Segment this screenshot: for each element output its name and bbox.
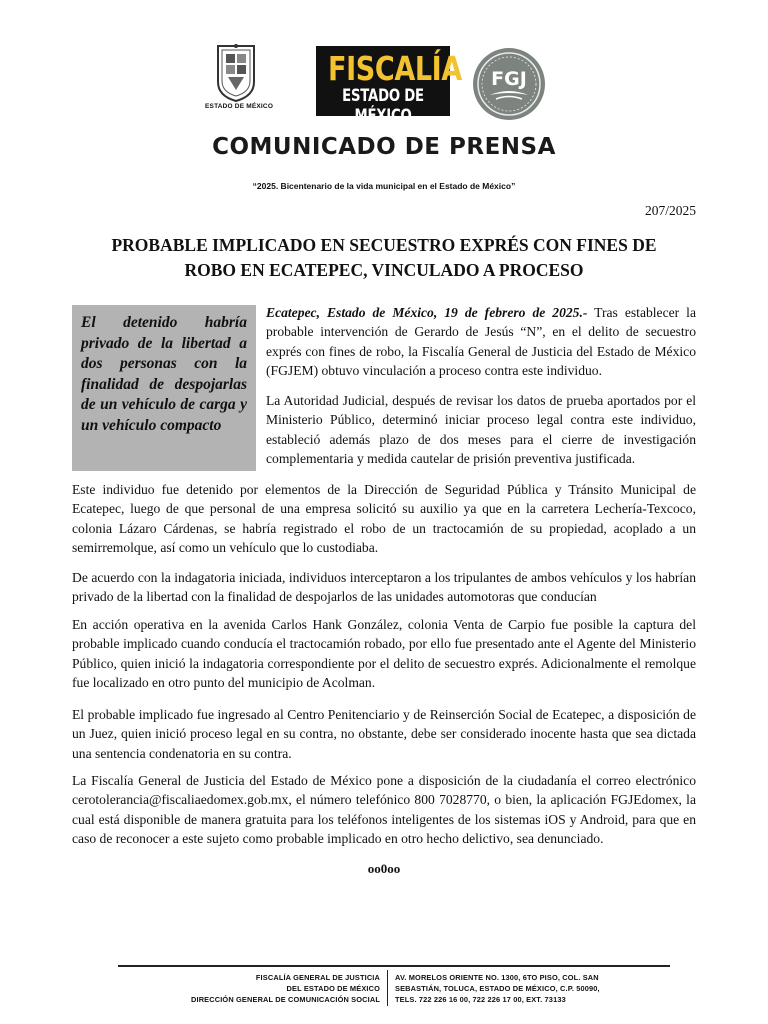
edomex-logo [205,44,274,120]
highlight-box [72,305,256,471]
footer-address [395,972,675,1005]
footer-left-line2: DEL ESTADO DE MÉXICO [286,984,380,993]
headline-line1: PROBABLE IMPLICADO EN SECUESTRO EXPRÉS CON FINES DE [111,235,657,255]
footer-divider [118,965,670,967]
highlight-text: El detenido habría privado de la libertad a dos personas con la finalidad de despojarlas de un vehículo de carga y un vehículo compacto [81,314,247,434]
document-number: 207/2025 [644,203,696,218]
paragraph-3: Este individuo fue detenido por elementos de la Dirección de Seguridad Pública y Tránsito Municipal de Ecatepec, luego de que personal de una empresa solicitó su auxilio ya que en la carretera Lechería-Texcoco, colonia Lázaro Cárdenas, se habría registrado el robo de un tractocamión de su propiedad, acoplado a un semirremolque, así como un vehículo que lo custodiaba. [72,482,696,556]
headline [80,233,688,283]
paragraph-2: La Autoridad Judicial, después de revisar los datos de prueba aportados por el Ministerio Público, determinó iniciar proceso legal contra este individuo, estableció además plazo de dos meses para el cierre de investigación complementaria y medida cautelar de prisión preventiva justificada. [266,393,696,467]
headline-line2: ROBO EN ECATEPEC, VINCULADO A PROCESO [184,260,584,280]
paragraph-4: De acuerdo con la indagatoria iniciada, individuos interceptaron a los tripulantes de ambos vehículos y los habrían privado de la libertad con la finalidad de despojarlos de las unidades automotoras que conducían [72,570,696,605]
paragraph-1-text: Tras establecer la probable intervención de Gerardo de Jesús “N”, en el delito de secuestro exprés con fines de robo, la Fiscalía General de Justicia del Estado de México (FGJEM) obtuvo vinculación a proceso contra este individuo. [266,305,696,379]
footer-right-line3: TELS. 722 226 16 00, 722 226 17 00, EXT. 73133 [395,995,566,1004]
fgj-seal-icon [472,47,546,121]
paragraph-5: En acción operativa en la avenida Carlos Hank González, colonia Venta de Carpio fue posible la captura del probable implicado cuando conducía el tractocamión robado, por ello fue presentado ante el Agente del Ministerio Público, quien inició la indagatoria correspondiente por el delito de secuestro exprés. Adicionalmente el remolque fue localizado en otro punto del municipio de Acolman. [72,617,696,691]
fiscalia-logo [316,46,462,126]
paragraph-6: El probable implicado fue ingresado al Centro Penitenciario y de Reinserción Social de Ecatepec, a disposición de un Juez, quien inició proceso legal en su contra, no obstante, debe ser considerado inocente hasta que sea dictada una sentencia condenatoria en su contra. [72,707,696,761]
footer-right-line2: SEBASTIÁN, TOLUCA, ESTADO DE MÉXICO, C.P. 50090, [395,984,600,993]
paragraph-7: La Fiscalía General de Justicia del Estado de México pone a disposición de la ciudadanía el correo electrónico cerotolerancia@fiscaliaedomex.gob.mx, el número telefónico 800 7028770, o bien, la aplicación FGJEdomex, la cual está disponible de manera gratuita para los teléfonos inteligentes de los sistemas iOS y Android, para que en caso de reconocer a este sujeto como probable implicado en otro hecho delictivo, sea denunciado. [72,773,696,847]
dateline: Ecatepec, Estado de México, 19 de febrero de 2025.- [266,305,588,320]
logo-bar [0,44,768,126]
footer-separator [387,970,388,1006]
fiscalia-logo-line1: FISCALÍA [328,49,462,88]
footer-institution [120,972,380,1005]
fiscalia-logo-line2: ESTADO DE MÉXICO [342,86,424,126]
press-release-title: COMUNICADO DE PRENSA [212,134,556,160]
edomex-coat-of-arms-icon [214,44,258,102]
edomex-label: ESTADO DE MÉXICO [205,103,274,110]
footer-left-line3: DIRECCIÓN GENERAL DE COMUNICACIÓN SOCIAL [191,995,380,1004]
year-motto: “2025. Bicentenario de la vida municipal en el Estado de México” [252,181,516,191]
closing-mark: oo0oo [367,861,401,876]
fgj-seal-text: FGJ [491,68,527,90]
paragraph-1 [266,303,696,381]
footer-left-line1: FISCALÍA GENERAL DE JUSTICIA [255,973,380,982]
footer-right-line1: AV. MORELOS ORIENTE NO. 1300, 6TO PISO, COL. SAN [395,973,599,982]
